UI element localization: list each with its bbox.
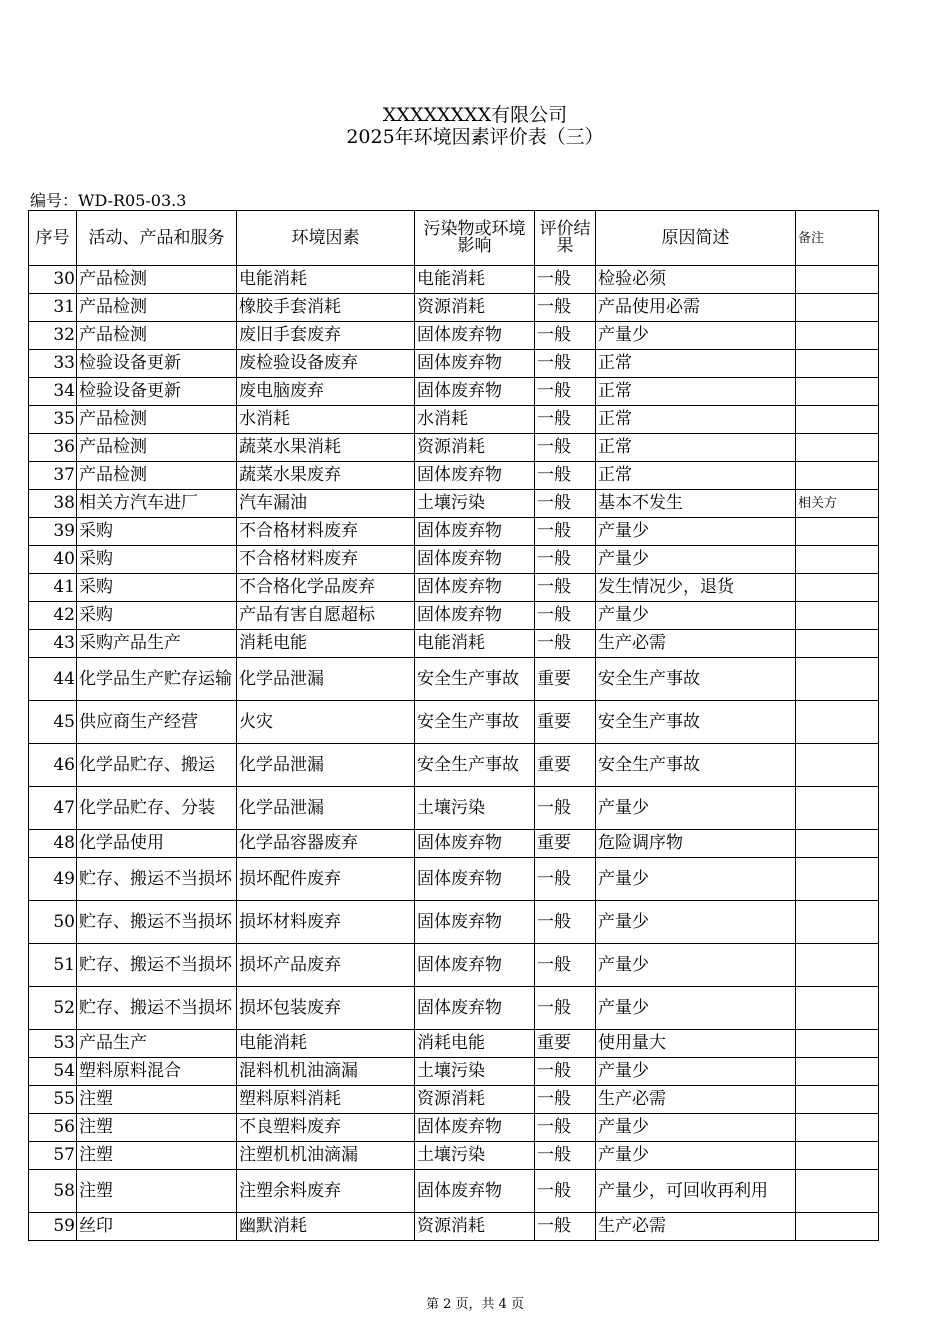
cell-seq: 35 — [29, 406, 77, 434]
cell-factor: 塑料原料消耗 — [237, 1086, 415, 1114]
cell-result: 一般 — [535, 378, 596, 406]
cell-result: 一般 — [535, 787, 596, 830]
cell-pollutant: 固体废弃物 — [415, 546, 535, 574]
cell-factor: 蔬菜水果废弃 — [237, 462, 415, 490]
cell-activity: 采购 — [77, 546, 237, 574]
table-row — [29, 1058, 879, 1086]
table-row — [29, 546, 879, 574]
table-row — [29, 350, 879, 378]
cell-activity: 贮存、搬运不当损坏 — [77, 901, 237, 944]
cell-pollutant: 安全生产事故 — [415, 744, 535, 787]
cell-result: 一般 — [535, 462, 596, 490]
cell-seq: 43 — [29, 630, 77, 658]
cell-reason: 产量少，可回收再利用 — [596, 1170, 796, 1213]
cell-reason: 安全生产事故 — [596, 744, 796, 787]
cell-result: 一般 — [535, 322, 596, 350]
cell-activity: 丝印 — [77, 1213, 237, 1241]
cell-reason: 正常 — [596, 434, 796, 462]
cell-pollutant: 固体废弃物 — [415, 574, 535, 602]
table-row — [29, 1114, 879, 1142]
cell-activity: 产品检测 — [77, 462, 237, 490]
cell-seq: 50 — [29, 901, 77, 944]
cell-result: 一般 — [535, 266, 596, 294]
cell-note — [796, 630, 879, 658]
cell-activity: 产品生产 — [77, 1030, 237, 1058]
table-row — [29, 294, 879, 322]
cell-pollutant: 资源消耗 — [415, 294, 535, 322]
cell-activity: 采购 — [77, 518, 237, 546]
cell-note — [796, 944, 879, 987]
cell-seq: 48 — [29, 830, 77, 858]
cell-activity: 化学品使用 — [77, 830, 237, 858]
cell-note — [796, 744, 879, 787]
cell-reason: 产量少 — [596, 1142, 796, 1170]
table-row — [29, 858, 879, 901]
cell-factor: 化学品泄漏 — [237, 658, 415, 701]
cell-factor: 不合格化学品废弃 — [237, 574, 415, 602]
cell-pollutant: 固体废弃物 — [415, 602, 535, 630]
cell-seq: 41 — [29, 574, 77, 602]
cell-pollutant: 土壤污染 — [415, 1058, 535, 1086]
cell-pollutant: 固体废弃物 — [415, 1170, 535, 1213]
cell-seq: 40 — [29, 546, 77, 574]
cell-pollutant: 固体废弃物 — [415, 322, 535, 350]
cell-note — [796, 1213, 879, 1241]
cell-note — [796, 406, 879, 434]
cell-reason: 正常 — [596, 462, 796, 490]
cell-factor: 电能消耗 — [237, 1030, 415, 1058]
cell-reason: 产量少 — [596, 1114, 796, 1142]
cell-pollutant: 土壤污染 — [415, 1142, 535, 1170]
cell-pollutant: 土壤污染 — [415, 490, 535, 518]
cell-result: 一般 — [535, 987, 596, 1030]
cell-pollutant: 固体废弃物 — [415, 518, 535, 546]
cell-pollutant: 电能消耗 — [415, 630, 535, 658]
cell-factor: 化学品泄漏 — [237, 787, 415, 830]
cell-result: 一般 — [535, 350, 596, 378]
cell-factor: 幽默消耗 — [237, 1213, 415, 1241]
cell-note — [796, 1170, 879, 1213]
cell-result: 一般 — [535, 630, 596, 658]
table-row — [29, 462, 879, 490]
cell-pollutant: 安全生产事故 — [415, 701, 535, 744]
cell-pollutant: 固体废弃物 — [415, 901, 535, 944]
cell-activity: 化学品贮存、分装 — [77, 787, 237, 830]
cell-activity: 产品检测 — [77, 294, 237, 322]
cell-note — [796, 787, 879, 830]
table-row — [29, 518, 879, 546]
cell-activity: 注塑 — [77, 1142, 237, 1170]
cell-result: 重要 — [535, 1030, 596, 1058]
cell-activity: 贮存、搬运不当损坏 — [77, 858, 237, 901]
cell-reason: 基本不发生 — [596, 490, 796, 518]
cell-result: 重要 — [535, 830, 596, 858]
cell-reason: 生产必需 — [596, 630, 796, 658]
cell-result: 重要 — [535, 701, 596, 744]
cell-seq: 54 — [29, 1058, 77, 1086]
header-seq: 序号 — [29, 211, 77, 266]
cell-activity: 注塑 — [77, 1114, 237, 1142]
cell-result: 一般 — [535, 858, 596, 901]
cell-pollutant: 电能消耗 — [415, 266, 535, 294]
cell-note — [796, 1086, 879, 1114]
cell-pollutant: 固体废弃物 — [415, 858, 535, 901]
table-row — [29, 602, 879, 630]
cell-activity: 贮存、搬运不当损坏 — [77, 944, 237, 987]
cell-reason: 检验必须 — [596, 266, 796, 294]
cell-result: 一般 — [535, 1213, 596, 1241]
table-row — [29, 701, 879, 744]
cell-seq: 38 — [29, 490, 77, 518]
cell-seq: 51 — [29, 944, 77, 987]
cell-note — [796, 294, 879, 322]
cell-seq: 58 — [29, 1170, 77, 1213]
cell-result: 一般 — [535, 1142, 596, 1170]
table-row — [29, 744, 879, 787]
table-row — [29, 378, 879, 406]
cell-factor: 损坏配件废弃 — [237, 858, 415, 901]
table-row — [29, 630, 879, 658]
cell-result: 一般 — [535, 546, 596, 574]
cell-seq: 37 — [29, 462, 77, 490]
cell-factor: 消耗电能 — [237, 630, 415, 658]
table-row — [29, 658, 879, 701]
cell-activity: 采购产品生产 — [77, 630, 237, 658]
cell-result: 一般 — [535, 518, 596, 546]
table-row — [29, 434, 879, 462]
table-row — [29, 1170, 879, 1213]
cell-activity: 检验设备更新 — [77, 350, 237, 378]
cell-pollutant: 安全生产事故 — [415, 658, 535, 701]
cell-factor: 注塑机机油滴漏 — [237, 1142, 415, 1170]
cell-note — [796, 462, 879, 490]
cell-activity: 采购 — [77, 602, 237, 630]
cell-activity: 采购 — [77, 574, 237, 602]
table-row — [29, 944, 879, 987]
cell-note: 相关方 — [796, 490, 879, 518]
cell-pollutant: 固体废弃物 — [415, 378, 535, 406]
cell-activity: 注塑 — [77, 1086, 237, 1114]
cell-factor: 化学品容器废弃 — [237, 830, 415, 858]
cell-factor: 废检验设备废弃 — [237, 350, 415, 378]
cell-seq: 44 — [29, 658, 77, 701]
cell-factor: 损坏包装废弃 — [237, 987, 415, 1030]
cell-note — [796, 574, 879, 602]
cell-note — [796, 701, 879, 744]
cell-factor: 不合格材料废弃 — [237, 518, 415, 546]
cell-activity: 塑料原料混合 — [77, 1058, 237, 1086]
cell-note — [796, 546, 879, 574]
cell-result: 一般 — [535, 602, 596, 630]
cell-pollutant: 固体废弃物 — [415, 1114, 535, 1142]
cell-seq: 34 — [29, 378, 77, 406]
cell-result: 一般 — [535, 1058, 596, 1086]
cell-note — [796, 901, 879, 944]
cell-note — [796, 658, 879, 701]
header-activity: 活动、产品和服务 — [77, 211, 237, 266]
cell-seq: 31 — [29, 294, 77, 322]
cell-seq: 56 — [29, 1114, 77, 1142]
cell-reason: 正常 — [596, 350, 796, 378]
cell-reason: 生产必需 — [596, 1213, 796, 1241]
cell-note — [796, 987, 879, 1030]
header-reason: 原因简述 — [596, 211, 796, 266]
header-row — [29, 211, 879, 266]
table-row — [29, 1030, 879, 1058]
table-row — [29, 406, 879, 434]
cell-result: 一般 — [535, 434, 596, 462]
evaluation-table — [28, 210, 879, 1241]
table-row — [29, 787, 879, 830]
cell-seq: 46 — [29, 744, 77, 787]
cell-seq: 49 — [29, 858, 77, 901]
cell-factor: 废电脑废弃 — [237, 378, 415, 406]
company-title: XXXXXXXX有限公司 — [382, 104, 568, 126]
cell-seq: 39 — [29, 518, 77, 546]
table-row — [29, 266, 879, 294]
table-row — [29, 490, 879, 518]
table-row — [29, 901, 879, 944]
cell-factor: 损坏产品废弃 — [237, 944, 415, 987]
cell-result: 一般 — [535, 901, 596, 944]
cell-result: 一般 — [535, 294, 596, 322]
cell-result: 一般 — [535, 1170, 596, 1213]
cell-pollutant: 固体废弃物 — [415, 987, 535, 1030]
cell-activity: 检验设备更新 — [77, 378, 237, 406]
cell-activity: 产品检测 — [77, 434, 237, 462]
cell-reason: 危险调序物 — [596, 830, 796, 858]
cell-activity: 注塑 — [77, 1170, 237, 1213]
cell-factor: 废旧手套废弃 — [237, 322, 415, 350]
cell-activity: 供应商生产经营 — [77, 701, 237, 744]
header-note: 备注 — [796, 211, 879, 266]
cell-reason: 产量少 — [596, 322, 796, 350]
cell-result: 重要 — [535, 744, 596, 787]
cell-note — [796, 350, 879, 378]
cell-reason: 产品使用必需 — [596, 294, 796, 322]
cell-pollutant: 固体废弃物 — [415, 830, 535, 858]
cell-reason: 发生情况少，退货 — [596, 574, 796, 602]
cell-factor: 损坏材料废弃 — [237, 901, 415, 944]
cell-activity: 化学品生产贮存运输 — [77, 658, 237, 701]
cell-reason: 产量少 — [596, 858, 796, 901]
cell-reason: 产量少 — [596, 987, 796, 1030]
cell-factor: 火灾 — [237, 701, 415, 744]
cell-result: 一般 — [535, 1086, 596, 1114]
cell-note — [796, 1030, 879, 1058]
cell-factor: 橡胶手套消耗 — [237, 294, 415, 322]
cell-reason: 产量少 — [596, 518, 796, 546]
form-title: 2025年环境因素评价表（三） — [346, 126, 604, 148]
cell-note — [796, 378, 879, 406]
document-code: 编号：WD-R05-03.3 — [30, 191, 187, 210]
cell-reason: 使用量大 — [596, 1030, 796, 1058]
cell-note — [796, 1114, 879, 1142]
cell-seq: 53 — [29, 1030, 77, 1058]
cell-activity: 化学品贮存、搬运 — [77, 744, 237, 787]
table-row — [29, 1213, 879, 1241]
cell-pollutant: 资源消耗 — [415, 1213, 535, 1241]
cell-seq: 45 — [29, 701, 77, 744]
table-row — [29, 574, 879, 602]
table-row — [29, 830, 879, 858]
table-row — [29, 1086, 879, 1114]
cell-pollutant: 土壤污染 — [415, 787, 535, 830]
cell-factor: 不良塑料废弃 — [237, 1114, 415, 1142]
cell-activity: 贮存、搬运不当损坏 — [77, 987, 237, 1030]
cell-pollutant: 固体废弃物 — [415, 350, 535, 378]
table-row — [29, 987, 879, 1030]
cell-reason: 产量少 — [596, 901, 796, 944]
cell-note — [796, 266, 879, 294]
cell-reason: 产量少 — [596, 1058, 796, 1086]
cell-reason: 产量少 — [596, 602, 796, 630]
table-row — [29, 1142, 879, 1170]
cell-seq: 36 — [29, 434, 77, 462]
cell-activity: 产品检测 — [77, 266, 237, 294]
cell-factor: 电能消耗 — [237, 266, 415, 294]
cell-factor: 产品有害自愿超标 — [237, 602, 415, 630]
header-pollutant: 污染物或环境影响 — [415, 211, 535, 266]
cell-pollutant: 固体废弃物 — [415, 944, 535, 987]
table-body — [29, 266, 879, 1241]
cell-note — [796, 434, 879, 462]
cell-seq: 30 — [29, 266, 77, 294]
cell-reason: 产量少 — [596, 944, 796, 987]
cell-factor: 化学品泄漏 — [237, 744, 415, 787]
cell-factor: 蔬菜水果消耗 — [237, 434, 415, 462]
cell-note — [796, 602, 879, 630]
cell-factor: 水消耗 — [237, 406, 415, 434]
cell-reason: 安全生产事故 — [596, 701, 796, 744]
cell-result: 一般 — [535, 490, 596, 518]
cell-note — [796, 858, 879, 901]
cell-pollutant: 资源消耗 — [415, 434, 535, 462]
cell-activity: 产品检测 — [77, 406, 237, 434]
cell-result: 一般 — [535, 406, 596, 434]
cell-seq: 59 — [29, 1213, 77, 1241]
page-footer: 第 2 页，共 4 页 — [425, 1297, 525, 1312]
cell-pollutant: 消耗电能 — [415, 1030, 535, 1058]
cell-result: 一般 — [535, 944, 596, 987]
cell-activity: 产品检测 — [77, 322, 237, 350]
cell-pollutant: 资源消耗 — [415, 1086, 535, 1114]
cell-note — [796, 830, 879, 858]
cell-factor: 混料机机油滴漏 — [237, 1058, 415, 1086]
header-result: 评价结果 — [535, 211, 596, 266]
cell-pollutant: 水消耗 — [415, 406, 535, 434]
cell-seq: 47 — [29, 787, 77, 830]
cell-seq: 57 — [29, 1142, 77, 1170]
cell-result: 一般 — [535, 1114, 596, 1142]
cell-note — [796, 518, 879, 546]
table-row — [29, 322, 879, 350]
cell-factor: 不合格材料废弃 — [237, 546, 415, 574]
cell-reason: 安全生产事故 — [596, 658, 796, 701]
cell-factor: 注塑余料废弃 — [237, 1170, 415, 1213]
cell-reason: 产量少 — [596, 546, 796, 574]
cell-seq: 42 — [29, 602, 77, 630]
cell-note — [796, 1058, 879, 1086]
cell-activity: 相关方汽车进厂 — [77, 490, 237, 518]
cell-seq: 52 — [29, 987, 77, 1030]
cell-pollutant: 固体废弃物 — [415, 462, 535, 490]
cell-result: 一般 — [535, 574, 596, 602]
header-factor: 环境因素 — [237, 211, 415, 266]
cell-reason: 正常 — [596, 378, 796, 406]
cell-reason: 生产必需 — [596, 1086, 796, 1114]
cell-reason: 正常 — [596, 406, 796, 434]
cell-factor: 汽车漏油 — [237, 490, 415, 518]
cell-seq: 33 — [29, 350, 77, 378]
cell-seq: 55 — [29, 1086, 77, 1114]
cell-note — [796, 1142, 879, 1170]
cell-result: 重要 — [535, 658, 596, 701]
cell-reason: 产量少 — [596, 787, 796, 830]
cell-seq: 32 — [29, 322, 77, 350]
cell-note — [796, 322, 879, 350]
